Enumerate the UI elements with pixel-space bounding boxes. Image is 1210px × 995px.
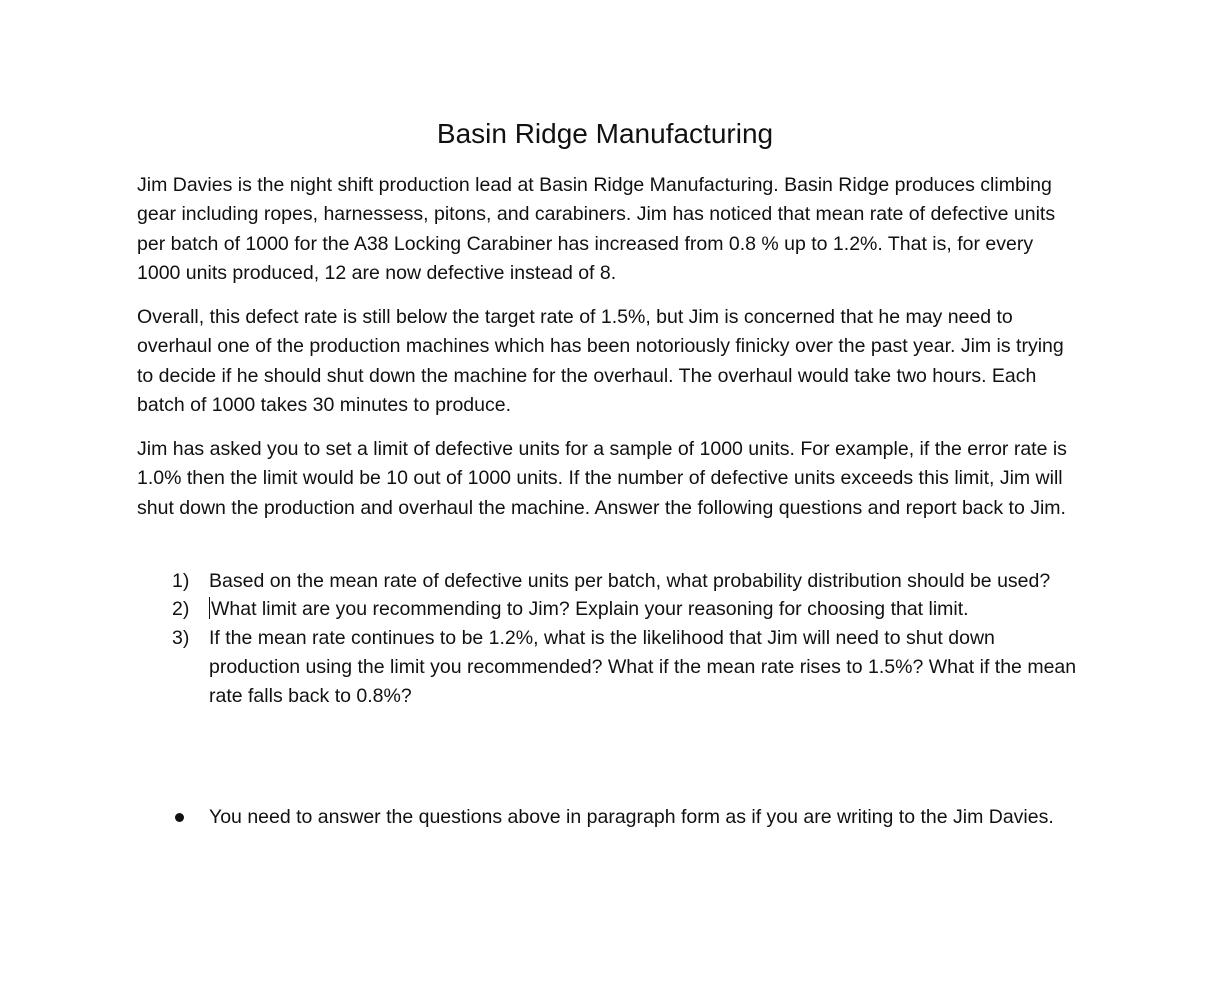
text-cursor	[209, 597, 210, 619]
paragraph-concern: Overall, this defect rate is still below the target rate of 1.5%, but Jim is concerned that he may need to overhaul one of the production machines which has been notoriously finicky over the past year. Jim is trying to decide if he should shut down the machine for the overhaul. The overhaul would take two hours. Each batch of 1000 takes 30 minutes to produce.	[137, 306, 1064, 416]
paragraph-task: Jim has asked you to set a limit of defective units for a sample of 1000 units. For example, if the error rate is 1.0% then the limit would be 10 out of 1000 units. If the number of defective units exceeds this limit, Jim will shut down the production and overhaul the machine. Answer the following questions and report back to Jim.	[137, 438, 1067, 519]
question-number: 2)	[172, 598, 190, 621]
question-text: If the mean rate continues to be 1.2%, what is the likelihood that Jim will need to shut down production using the limit you recommended? What if the mean rate rises to 1.5%? What if the mean rate falls back to 0.8%?	[209, 626, 1077, 708]
question-text: Based on the mean rate of defective units per batch, what probability distribution should be used?	[209, 570, 1051, 592]
bullet-item	[137, 803, 1077, 832]
question-item-2	[137, 595, 1077, 624]
question-item-3	[137, 624, 1077, 712]
question-number: 3)	[172, 626, 190, 649]
question-text: What limit are you recommending to Jim? Explain your reasoning for choosing that limit.	[211, 598, 969, 621]
document-title: Basin Ridge Manufacturing	[436, 118, 774, 149]
question-list	[137, 567, 1077, 710]
paragraph-intro: Jim Davies is the night shift production lead at Basin Ridge Manufacturing. Basin Ridge produces climbing gear including ropes, harnessess, pitons, and carabiners. Jim has noticed that mean rate of defective units per batch of 1000 for the A38 Locking Carabiner has increased from 0.8 % up to 1.2%. That is, for every 1000 units produced, 12 are now defective instead of 8.	[137, 174, 1056, 284]
bullet-text: You need to answer the questions above in paragraph form as if you are writing to the Jim Davies.	[209, 806, 1054, 828]
question-number: 1)	[172, 570, 190, 592]
bullet-icon	[175, 813, 184, 822]
question-item-1	[137, 567, 1077, 596]
